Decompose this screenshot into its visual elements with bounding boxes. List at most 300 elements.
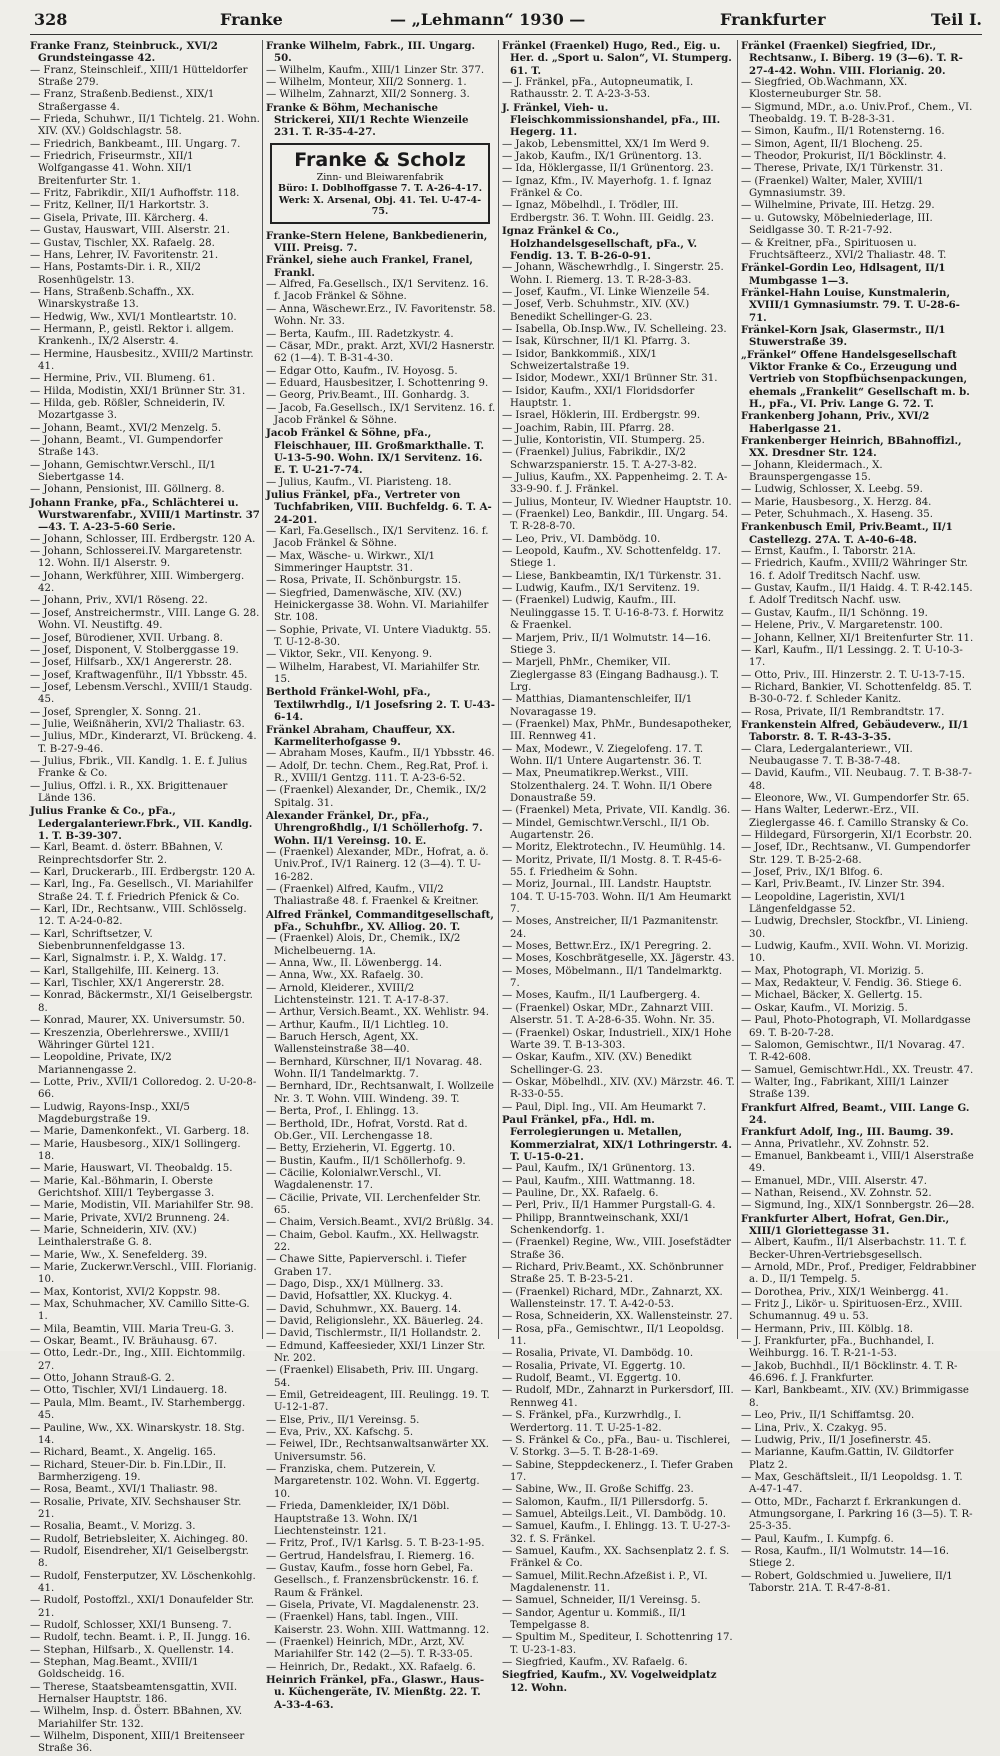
directory-entry: — Oskar, Möbelhdl., XIV. (XV.) Märzstr. 46. T. R-33-0-55. xyxy=(502,1076,735,1101)
directory-entry: — Anna, Ww., II. Löwenbergg. 14. xyxy=(266,958,443,970)
directory-entry: — Helene, Priv., V. Margaretenstr. 100. xyxy=(741,620,943,632)
directory-entry: — Gustav, Hauswart, VIII. Alserstr. 21. xyxy=(30,225,230,237)
directory-entry: — Ludwig, Drechsler, Stockfbr., VI. Linieng. 30. xyxy=(741,916,969,940)
directory-entry: — Heinrich, Dr., Redakt., XX. Rafaelg. 6. xyxy=(266,1661,476,1673)
directory-entry: — Moritz, Elektrotechn., IV. Heumühlg. 14. xyxy=(502,842,726,854)
directory-entry: — Wilhelm, Kaufm., XIII/1 Linzer Str. 377. xyxy=(266,64,485,76)
directory-entry: — Isak, Kürschner, II/1 Kl. Pfarrg. 3. xyxy=(502,336,691,348)
directory-entry: — Marie, Modistin, VII. Mariahilfer Str. 98. xyxy=(30,1200,254,1212)
directory-entry: — Moses, Bettwr.Erz., IX/1 Peregring. 2. xyxy=(502,941,712,953)
directory-entry: — Eleonore, Ww., VI. Gumpendorfer Str. 65. xyxy=(741,792,970,804)
directory-entry: — Paul, Kaufm., IX/1 Grünentorg. 13. xyxy=(502,1163,696,1175)
directory-entry: Frankenstein Alfred, Gebäudeverw., II/1 Taborstr. 8. T. R-43-3-35. xyxy=(741,718,969,744)
directory-entry: — Viktor, Sekr., VII. Kenyong. 9. xyxy=(266,649,433,661)
directory-entry: — Berta, Prof., I. Ehlingg. 13. xyxy=(266,1106,419,1118)
directory-entry: — Friedrich, Kaufm., XVIII/2 Währinger Str. 16. f. Adolf Treditsch Nachf. usw. xyxy=(741,558,968,582)
directory-entry: Frankfurt Adolf, Ing., III. Baumg. 39. xyxy=(741,1126,954,1139)
header-rule xyxy=(30,34,982,35)
directory-entry: — Julius, Monteur, IV. Wiedner Hauptstr. 10. xyxy=(502,496,732,508)
directory-entry: — (Fraenkel) Oskar, Industriell., XIX/1 Hohe Warte 39. T. B-13-303. xyxy=(502,1027,732,1051)
directory-entry: — Max, Kontorist, XVI/2 Koppstr. 98. xyxy=(30,1286,221,1298)
directory-entry: — Gustav, Kaufm., II/1 Schönng. 19. xyxy=(741,607,928,619)
header-title: — „Lehmann“ 1930 — xyxy=(390,10,586,29)
directory-entry: — Adolf, Dr. techn. Chem., Reg.Rat, Prof. i. R., XVIII/1 Gentzg. 111. T. A-23-6-52. xyxy=(266,760,489,784)
directory-entry: — Joachim, Rabin, III. Pfarrg. 28. xyxy=(502,422,675,434)
directory-entry: — Bernhard, Kürschner, II/1 Novarag. 48. Wohn. II/1 Tandelmarktg. 7. xyxy=(266,1056,483,1081)
directory-entry: — Gisela, Private, III. Kärcherg. 4. xyxy=(30,212,209,224)
directory-entry: — Rosa, Private, II/1 Rembrandtstr. 17. xyxy=(741,706,945,718)
directory-entry: — Wilhelm, Disponent, XIII/1 Breitenseer Straße 36. xyxy=(30,1731,245,1755)
directory-entry: — Emanuel, Bankbeamt i., VIII/1 Alserstraße 49. xyxy=(741,1150,974,1175)
directory-entry: — (Fraenkel) Ludwig, Kaufm., III. Neulinggasse 15. T. U-16-8-73. f. Horwitz & Fraenkel. xyxy=(502,595,724,632)
directory-entry: — Johann, Schlosserei.IV. Margaretenstr. 12. Wohn. II/1 Alserstr. 9. xyxy=(30,546,243,570)
directory-entry: — Johann, Werkführer, XIII. Wimbergerg. 42. xyxy=(30,570,245,595)
column-divider xyxy=(737,40,738,1339)
directory-entry: — Ludwig, Kaufm., XVII. Wohn. VI. Morizig. 10. xyxy=(741,941,969,965)
directory-entry: — Julius, Offzl. i. R., XX. Brigittenauer Lände 136. xyxy=(30,780,228,804)
directory-entry: — (Fraenkel) Hans, tabl. Ingen., VIII. Kaiserstr. 23. Wohn. XIII. Wattmanng. 12. xyxy=(266,1612,490,1636)
directory-entry: Frankenberger Heinrich, BBahnoffizl., XX. Dresdner Str. 124. xyxy=(741,435,962,460)
directory-entry: — Liese, Bankbeamtin, IX/1 Türkenstr. 31. xyxy=(502,570,722,582)
directory-entry: — (Fraenkel) Alfred, Kaufm., VII/2 Thaliastraße 48. f. Fraenkel & Kreitner. xyxy=(266,883,479,908)
directory-entry: — Max, Schuhmacher, XV. Camillo Sitte-G. 1. xyxy=(30,1299,250,1323)
directory-entry: — Richard, Beamt., X. Angelig. 165. xyxy=(30,1447,217,1459)
directory-entry: — Franz, Steinschleif., XIII/1 Hütteldorfer Straße 279. xyxy=(30,64,248,89)
directory-entry: — Bustin, Kaufm., II/1 Schöllerhofg. 9. xyxy=(266,1155,466,1167)
directory-entry: — Sandor, Agentur u. Kommiß., II/1 Tempelgasse 8. xyxy=(502,1607,687,1631)
directory-entry: — Johann, Beamt., VI. Gumpendorfer Straße 143. xyxy=(30,435,223,459)
directory-entry: — Georg, Priv.Beamt., III. Gonhardg. 3. xyxy=(266,390,470,402)
directory-entry: — Fritz, Kellner, II/1 Harkortstr. 3. xyxy=(30,200,209,212)
directory-entry: — Leopoldine, Lageristin, XVI/1 Längenfeldgasse 52. xyxy=(741,891,906,916)
directory-entry: — Josef, Lebensm.Verschl., XVIII/1 Staudg. 45. xyxy=(30,681,253,706)
directory-entry: — Paul, Dipl. Ing., VII. Am Heumarkt 7. xyxy=(502,1101,707,1113)
directory-entry: — Hildegard, Fürsorgerin, XI/1 Ecorbstr. 20. xyxy=(741,830,973,841)
directory-entry: — Josef, Disponent, V. Stolberggasse 19. xyxy=(30,644,239,656)
directory-entry: — Julie, Kontoristin, VII. Stumperg. 25. xyxy=(502,435,705,446)
directory-entry: — Wilhelmine, Private, III. Hetzg. 29. xyxy=(741,200,935,212)
directory-entry: — Arthur, Kaufm., II/1 Lichtleg. 10. xyxy=(266,1019,449,1031)
directory-entry: — Moses, Anstreicher, II/1 Pazmanitenstr. 24. xyxy=(502,916,719,940)
directory-entry: — Anna, Wäschewr.Erz., IV. Favoritenstr. 58. Wohn. Nr. 33. xyxy=(266,303,496,328)
directory-entry: — Baruch Hersch, Agent, XX. Wallensteinstraße 38—40. xyxy=(266,1032,419,1056)
directory-entry: Alexander Fränkel, Dr., pFa., Uhrengroßhdlg., I/1 Schöllerhofg. 7. Wohn. II/1 Vereinsg. 10. E. xyxy=(266,809,483,847)
directory-entry: — David, Tischlermstr., II/1 Hollandstr. 2. xyxy=(266,1328,481,1340)
column-divider xyxy=(262,40,263,1339)
directory-entry: — Rudolf, Betriebsleiter, X. Aichingeg. 80. xyxy=(30,1533,249,1545)
directory-entry: — Bernhard, IDr., Rechtsanwalt, I. Wollzeile Nr. 3. T. Wohn. VIII. Windeng. 39. T. xyxy=(266,1081,494,1105)
directory-entry: — Siegfried, Damenwäsche, XIV. (XV.) Heinickergasse 38. Wohn. VI. Mariahilfer Str. 108. xyxy=(266,587,489,624)
directory-entry: — Friedrich, Bankbeamt., III. Ungarg. 7. xyxy=(30,138,241,150)
directory-entry: — Moritz, Private, II/1 Mostg. 8. T. R-45-6-55. f. Friedheim & Sohn. xyxy=(502,854,722,879)
directory-entry: — Lina, Priv., X. Czakyg. 95. xyxy=(741,1422,887,1434)
directory-entry: — Rudolf, Fensterputzer, XV. Löschenkohlg. 41. xyxy=(30,1570,256,1594)
directory-entry: Franke & Böhm, Mechanische Strickerei, XII/1 Rechte Wienzeile 231. T. R-35-4-27. xyxy=(266,101,469,139)
directory-entry: — Theodor, Prokurist, II/1 Böcklinstr. 4. xyxy=(741,151,947,163)
directory-entry: — Gertrud, Handelsfrau, I. Riemerg. 16. xyxy=(266,1550,475,1562)
directory-entry: — Salomon, Kaufm., II/1 Pillersdorfg. 5. xyxy=(502,1496,709,1508)
directory-entry: — Karl, Beamt. d. österr. BBahnen, V. Reinprechtsdorfer Str. 2. xyxy=(30,842,224,866)
directory-entry: — Salomon, Gemischtwr., II/1 Novarag. 47. T. R-42-608. xyxy=(741,1039,965,1064)
directory-entry: — J. Frankfurter, pFa., Buchhandel, I. Weihburgg. 16. T. R-21-1-53. xyxy=(741,1336,935,1360)
directory-entry: — Dago, Disp., XX/1 Müllnerg. 33. xyxy=(266,1278,444,1290)
directory-entry: — Therese, Private, IX/1 Türkenstr. 31. xyxy=(741,163,944,175)
directory-entry: — Marie, Schneiderin, XIV. (XV.) Leinthalerstraße G. 8. xyxy=(30,1225,197,1249)
directory-entry: — Karl, Bankbeamt., XIV. (XV.) Brimmigasse 8. xyxy=(741,1385,969,1409)
directory-entry: Franke-Stern Helene, Bankbedienerin, VIII. Preisg. 7. xyxy=(266,229,488,255)
directory-entry: — u. Gutowsky, Möbelniederlage, III. Seidlgasse 30. T. R-21-7-92. xyxy=(741,212,933,237)
directory-entry: — Betty, Erzieherin, VI. Eggertg. 10. xyxy=(266,1143,456,1155)
directory-entry: — David, Religionslehr., XX. Bäuerleg. 24. xyxy=(266,1316,484,1327)
directory-entry: Siegfried, Kaufm., XV. Vogelweidplatz 12. Wohn. xyxy=(502,1669,717,1694)
directory-entry: — Marie, Zuckerwr.Verschl., VIII. Florianig. 10. xyxy=(30,1262,257,1286)
directory-entry: — Ludwig, Rayons-Insp., XXI/5 Magdeburgstraße 19. xyxy=(30,1101,190,1125)
directory-entry: J. Fränkel, Vieh- u. Fleischkommissionshandel, pFa., III. Hegerg. 11. xyxy=(502,101,721,139)
directory-entry: — Paul, Kaufm., I. Kumpfg. 6. xyxy=(741,1533,894,1545)
directory-entry: — Sophie, Private, VI. Untere Viaduktg. 55. T. U-12-8-30. xyxy=(266,624,492,649)
directory-entry: — Marjell, PhMr., Chemiker, VII. Zieglergasse 83 (Eingang Badhausg.). T. Lrg. xyxy=(502,657,719,693)
directory-entry: Fränkel (Fraenkel) Hugo, Red., Eig. u. Her. d. „Sport u. Salon“, VI. Stumperg. 61. T. xyxy=(502,40,732,77)
directory-entry: — Richard, Priv.Beamt., XX. Schönbrunner Straße 25. T. B-23-5-21. xyxy=(502,1262,724,1286)
directory-entry: — Cäsar, MDr., prakt. Arzt, XVI/2 Hasnerstr. 62 (1—4). T. B-31-4-30. xyxy=(266,340,496,365)
directory-entry: — (Fraenkel) Oskar, MDr., Zahnarzt VIII. Alserstr. 51. T. A-28-6-35. Wohn. Nr. 35. xyxy=(502,1002,715,1027)
directory-entry: — Karl, IDr., Rechtsanw., VIII. Schlösselg. 12. T. A-24-0-82. xyxy=(30,904,247,928)
directory-entry: — Marie, Ww., X. Senefelderg. 39. xyxy=(30,1249,208,1261)
directory-entry: — Rosa, Schneiderin, XX. Wallensteinstr. 27. xyxy=(502,1311,733,1323)
directory-entry: — Leopold, Kaufm., XV. Schottenfeldg. 17. Stiege 1. xyxy=(502,546,721,570)
directory-entry: — Moses, Möbelmann., II/1 Tandelmarktg. 7. xyxy=(502,965,723,990)
directory-entry: — Johann, Wäschewrhdlg., I. Singerstr. 25. Wohn. I. Riemerg. 13. T. R-28-3-83. xyxy=(502,262,724,286)
directory-entry: — Moses, Koschbrätgeselle, XX. Jägerstr. 43. xyxy=(502,953,735,965)
directory-entry: — Rosalia, Private, VI. Dambödg. 10. xyxy=(502,1348,694,1360)
directory-entry: — Hermine, Hausbesitz., XVIII/2 Martinstr. 41. xyxy=(30,348,254,372)
directory-entry: — Johann, Beamt., XVI/2 Menzelg. 5. xyxy=(30,422,222,434)
directory-entry: — Stephan, Hilfsarb., X. Quellenstr. 14. xyxy=(30,1644,234,1656)
directory-entry: — Spultim M., Spediteur, I. Schottenring 17. T. U-23-1-83. xyxy=(502,1632,733,1656)
directory-entry: — Siegfried, Kaufm., XV. Rafaelg. 6. xyxy=(502,1657,688,1669)
directory-entry: — Ernst, Kaufm., I. Taborstr. 21A. xyxy=(741,546,916,558)
directory-entry: — Berta, Kaufm., III. Radetzkystr. 4. xyxy=(266,328,454,340)
directory-entry: — Marjem, Priv., II/1 Wolmutstr. 14—16. Stiege 3. xyxy=(502,632,711,656)
directory-entry: — Paula, Mlm. Beamt., IV. Starhembergg. 45. xyxy=(30,1397,246,1422)
directory-entry: — Jakob, Buchhdl., II/1 Böcklinstr. 4. T. R-46.696. f. J. Frankfurter. xyxy=(741,1360,958,1385)
directory-entry: — Feiwel, IDr., Rechtsanwaltsanwärter XX. Universumstr. 56. xyxy=(266,1439,489,1463)
directory-entry: — Leopoldine, Private, IX/2 Mariannengasse 2. xyxy=(30,1052,172,1076)
directory-entry: Fränkel (Fraenkel) Siegfried, IDr., Rechtsanw., I. Biberg. 19 (3—6). T. R-27-4-42. Wohn. VIII. Florianig. 20. xyxy=(741,40,963,77)
directory-entry: — Karl, Druckerarb., III. Erdbergstr. 120 A. xyxy=(30,867,256,879)
directory-entry: — Josef, Kaufm., VI. Linke Wienzeile 54. xyxy=(502,286,710,298)
directory-entry: — Chawe Sitte, Papierverschl. i. Tiefer Graben 17. xyxy=(266,1254,467,1278)
directory-entry: — Karl, Stallgehilfe, III. Keinerg. 13. xyxy=(30,965,220,977)
directory-entry: — J. Fränkel, pFa., Autopneumatik, I. Rathausstr. 2. T. A-23-3-53. xyxy=(502,77,694,101)
directory-entry: — Moses, Kaufm., II/1 Laufbergerg. 4. xyxy=(502,990,701,1002)
directory-entry: — Eduard, Hausbesitzer, I. Schottenring 9. xyxy=(266,377,489,389)
directory-entry: — (Fraenkel) Alois, Dr., Chemik., IX/2 Michelbeuerng. 1A. xyxy=(266,933,461,957)
directory-entry: — Moriz, Journal., III. Landstr. Hauptstr. 104. T. U-15-703. Wohn. II/1 Am Heumarkt 7. xyxy=(502,879,732,916)
directory-entry: — Frieda, Schuhwr., II/1 Tichtelg. 21. Wohn. XIV. (XV.) Goldschlagstr. 58. xyxy=(30,114,260,138)
directory-entry: Alfred Fränkel, Commanditgesellschaft, pFa., Schuhfbr., XV. Alliog. 20. T. xyxy=(266,908,494,933)
column-1 xyxy=(30,40,260,1755)
directory-entry: Ignaz Fränkel & Co., Holzhandelsgesellschaft, pFa., V. Fendig. 13. T. B-26-0-91. xyxy=(502,225,698,262)
directory-entry: — (Fraenkel) Max, PhMr., Bundesapotheker, III. Rennweg 41. xyxy=(502,718,732,743)
directory-entry: — Anna, Ww., XX. Rafaelg. 30. xyxy=(266,970,424,982)
directory-entry: — Anna, Privatlehr., XV. Zohnstr. 52. xyxy=(741,1138,930,1150)
directory-entry: — Cäcilie, Kolonialwr.Verschl., VI. Wagdalenenstr. 17. xyxy=(266,1167,442,1192)
directory-entry: Fränkel-Hahn Louise, Kunstmalerin, XVIII/1 Gymnasiumstr. 79. T. U-28-6-71. xyxy=(741,286,960,324)
directory-entry: Julius Franke & Co., pFa., Ledergalanteriewr.Fbrk., VII. Kandlg. 1. T. B-39-307. xyxy=(30,805,253,842)
page-header xyxy=(30,10,982,36)
directory-entry: — Johann, Kleidermach., X. Braunspergengasse 15. xyxy=(741,459,883,484)
directory-entry: — Wilhelm, Monteur, XII/2 Sonnerg. 1. xyxy=(266,77,467,89)
directory-entry: — Rosalia, Beamt., V. Morizg. 3. xyxy=(30,1521,196,1533)
header-part: Teil I. xyxy=(930,10,982,29)
directory-entry: — Albert, Kaufm., II/1 Alserbachstr. 11. T. f. Becker-Uhren-Vertriebsgesellsch. xyxy=(741,1237,967,1261)
directory-entry: Frankfurter Albert, Hofrat, Gen.Dir., XIII/1 Gloriettegasse 31. xyxy=(741,1212,950,1237)
directory-entry: — Fritz J., Likör- u. Spirituosen-Erz., XVIII. Schumannug. 49 u. 53. xyxy=(741,1299,963,1323)
directory-entry: — Rudolf, techn. Beamt. i. P., II. Jungg. 16. xyxy=(30,1632,251,1644)
directory-entry: — Alfred, Fa.Gesellsch., IX/1 Servitenz. 16. f. Jacob Fränkel & Söhne. xyxy=(266,279,489,303)
header-right-word: Frankfurter xyxy=(720,10,826,29)
directory-entry: — (Fraenkel) Julius, Fabrikdir., IX/2 Schwarzspanierstr. 15. T. A-27-3-82. xyxy=(502,447,697,471)
column-4 xyxy=(741,40,976,1594)
column-2-entries xyxy=(266,230,496,1711)
column-divider xyxy=(498,40,499,1339)
directory-entry: — Robert, Goldschmied u. Juweliere, II/1 Taborstr. 21A. T. R-47-8-81. xyxy=(741,1570,953,1594)
directory-entry: — Richard, Bankier, VI. Schottenfeldg. 85. T. B-30-0-72. f. Schleder Kanitz. xyxy=(741,681,972,706)
directory-entry: Fränkel-Gordin Leo, Hdlsagent, II/1 Mumbgasse 1—3. xyxy=(741,262,946,287)
directory-entry: — Julius, Fbrik., VII. Kandlg. 1. E. f. Julius Franke & Co. xyxy=(30,755,248,780)
directory-entry: — Simon, Agent, II/1 Blocheng. 25. xyxy=(741,138,923,150)
directory-entry: — Rosalie, Private, XIV. Sechshauser Str. 21. xyxy=(30,1496,242,1520)
directory-entry: — Samuel, Schneider, II/1 Vereinsg. 5. xyxy=(502,1595,701,1607)
directory-entry: — Emanuel, MDr., VIII. Alserstr. 47. xyxy=(741,1175,927,1187)
directory-entry: — Fritz, Prof., IV/1 Karlsg. 5. T. B-23-1-95. xyxy=(266,1538,485,1550)
directory-entry: — Josef, Anstreichermstr., VIII. Lange G. 28. Wohn. VI. Neustiftg. 49. xyxy=(30,607,260,632)
directory-entry: — Max, Modewr., V. Ziegelofeng. 17. T. Wohn. II/1 Untere Augartenstr. 36. T. xyxy=(502,743,704,767)
directory-entry: „Fränkel“ Offene Handelsgesellschaft Viktor Franke & Co., Erzeugung und Vertrieb von Stopfbüchsenpackungen, ehemals „Frankelit“ Gesellschaft m. b. H., pFa., VI. Priv. Lange G. 72. T. xyxy=(741,348,970,410)
directory-entry: — Mila, Beamtin, VIII. Maria Treu-G. 3. xyxy=(30,1323,235,1335)
directory-entry: — Sabine, Ww., II. Große Schiffg. 23. xyxy=(502,1484,694,1496)
directory-entry: — (Fraenkel) Walter, Maler, XVIII/1 Gymnasiumstr. 39. xyxy=(741,175,924,200)
directory-entry: — (Fraenkel) Leo, Bankdir., III. Ungarg. 54. T. R-28-8-70. xyxy=(502,509,728,533)
directory-entry: — Pauline, Ww., XX. Winarskystr. 18. Stg. 14. xyxy=(30,1422,245,1446)
directory-entry: Frankfurt Alfred, Beamt., VIII. Lange G. 24. xyxy=(741,1101,970,1126)
directory-entry: Jacob Fränkel & Söhne, pFa., Fleischhauer, III. Großmarkthalle. T. U-13-5-90. Wohn. IX/1 Servitenz. 16. E. T. U-21-7-74. xyxy=(266,427,485,477)
directory-entry: — & Kreitner, pFa., Spirituosen u. Fruchtsäfteerz., XVI/2 Thaliastr. 48. T. xyxy=(741,237,947,261)
directory-entry: — Hilda, geb. Rößler, Schneiderin, IV. Mozartgasse 3. xyxy=(30,397,226,422)
directory-entry: — Karl, Tischler, XX/1 Angererstr. 28. xyxy=(30,978,225,990)
directory-entry: — Isidor, Kaufm., XXI/1 Floridsdorfer Hauptstr. 1. xyxy=(502,385,695,409)
directory-entry: — Kreszenzia, Oberlehrerswe., XVIII/1 Währinger Gürtel 121. xyxy=(30,1027,230,1051)
directory-entry: — Johann, Pensionist, III. Göllnerg. 8. xyxy=(30,484,225,496)
directory-entry: — Wilhelm, Insp. d. Österr. BBahnen, XV. Mariahilfer Str. 132. xyxy=(30,1706,243,1730)
directory-entry: — (Fraenkel) Heinrich, MDr., Arzt, XV. Mariahilfer Str. 142 (2—5). T. R-33-05. xyxy=(266,1636,473,1661)
directory-entry: — Josef, Hilfsarb., XX/1 Angererstr. 28. xyxy=(30,657,233,669)
directory-entry: Berthold Fränkel-Wohl, pFa., Textilwrhdlg., I/1 Josefsring 2. T. U-43-6-14. xyxy=(266,686,495,724)
directory-entry: — Matthias, Diamantenschleifer, II/1 Novaragasse 19. xyxy=(502,694,693,718)
directory-entry: — Chaim, Gebol. Kaufm., XX. Hellwagstr. 22. xyxy=(266,1229,480,1253)
directory-entry: — Paul, Kaufm., XIII. Wattmanng. 18. xyxy=(502,1175,696,1187)
directory-entry: — Marie, Hausbesorg., X. Herzg. 84. xyxy=(741,496,932,508)
directory-entry: — Ignaz, Kfm., IV. Mayerhofg. 1. f. Ignaz Fränkel & Co. xyxy=(502,175,712,200)
directory-entry: — S. Fränkel & Co., pFa., Bau- u. Tischlerei, V. Storkg. 3—5. T. B-28-1-69. xyxy=(502,1434,731,1459)
directory-entry: — Johann, Priv., XVI/1 Röseng. 22. xyxy=(30,595,208,607)
directory-entry: — Max, Geschäftsleit., II/1 Leopoldsg. 1. T. A-47-1-47. xyxy=(741,1471,963,1496)
directory-entry: — Eva, Priv., XX. Kafschg. 5. xyxy=(266,1427,414,1439)
directory-entry: — Isidor, Bankkommiß., XIX/1 Schweizertalstraße 19. xyxy=(502,348,657,372)
directory-entry: — Mindel, Gemischtwr.Verschl., II/1 Ob. Augartenstr. 26. xyxy=(502,817,710,841)
directory-entry: — Friedrich, Friseurmstr., XII/1 Wolfgangasse 41. Wohn. XII/1 Breitenfurter Str. 1. xyxy=(30,151,194,187)
directory-entry: Fränkel, siehe auch Frankel, Franel, Frankl. xyxy=(266,254,473,279)
column-2 xyxy=(266,40,496,1711)
directory-entry: — Karl, Schriftsetzer, V. Siebenbrunnenfeldgasse 13. xyxy=(30,928,186,953)
directory-entry: — Jakob, Kaufm., IX/1 Grünentorg. 13. xyxy=(502,151,702,163)
directory-entry: — Samuel, Abteilgs.Leit., VI. Dambödg. 10. xyxy=(502,1508,726,1520)
directory-entry: — Gustav, Kaufm., II/1 Haidg. 4. T. R-42.145. f. Adolf Treditsch Nachf. usw. xyxy=(741,583,973,607)
directory-entry: — Walter, Ing., Fabrikant, XIII/1 Lainzer Straße 139. xyxy=(741,1076,949,1101)
directory-entry: — Hans, Lehrer, IV. Favoritenstr. 21. xyxy=(30,249,219,261)
directory-entry: — Samuel, Kaufm., XX. Sachsenplatz 2. f. S. Fränkel & Co. xyxy=(502,1545,730,1570)
directory-entry: Johann Franke, pFa., Schlächterei u. Wurstwarenfabr., XVIII/1 Martinstr. 37—43. T. A-23-5-60 Serie. xyxy=(30,496,260,534)
directory-entry: — Ludwig, Schlosser, X. Leebg. 59. xyxy=(741,484,923,496)
directory-entry: — Oskar, Kaufm., VI. Morizig. 5. xyxy=(741,1002,908,1014)
page-number: 328 xyxy=(34,10,68,29)
advertisement-box xyxy=(270,143,490,224)
directory-entry: — Johann, Kellner, XI/1 Breitenfurter Str. 11. xyxy=(741,632,974,644)
directory-entry: — Karl, Ing., Fa. Gesellsch., VI. Mariahilfer Straße 24. T. f. Friedrich Pfenick & Co. xyxy=(30,879,253,903)
directory-entry: — Rosa, Beamt., XVI/1 Thaliastr. 98. xyxy=(30,1484,218,1496)
advertisement-line: Büro: I. Doblhoffgasse 7. T. A-26-4-17. xyxy=(277,183,483,195)
column-3 xyxy=(502,40,735,1694)
directory-entry: — Julius, Kaufm., VI. Piaristeng. 18. xyxy=(266,476,452,488)
directory-entry: — Philipp, Branntweinschank, XXI/1 Schenkendorfg. 1. xyxy=(502,1212,690,1236)
directory-entry: — Josef, Bürodiener, XVII. Urbang. 8. xyxy=(30,632,223,644)
directory-entry: — Stephan, Mag.Beamt., XVIII/1 Goldscheidg. 16. xyxy=(30,1657,199,1681)
directory-entry: — Julius, Kaufm., XX. Pappenheimg. 2. T. A-33-9-90. f. J. Fränkel. xyxy=(502,472,728,496)
directory-entry: — Michael, Bäcker, X. Gellertg. 15. xyxy=(741,990,923,1002)
directory-entry: — Otto, Tischler, XVI/1 Lindauerg. 18. xyxy=(30,1385,228,1397)
directory-entry: — Rosa, Private, II. Schönburgstr. 15. xyxy=(266,575,462,587)
directory-entry: — Karl, Priv.Beamt., IV. Linzer Str. 394. xyxy=(741,879,945,891)
directory-entry: — Arthur, Versich.Beamt., XX. Wehlistr. 94. xyxy=(266,1007,489,1019)
directory-entry: — Rudolf, Beamt., VI. Eggertg. 10. xyxy=(502,1373,682,1385)
directory-entry: — David, Hofsattler, XX. Kluckyg. 4. xyxy=(266,1291,453,1303)
directory-entry: — Otto, Ledr.-Dr., Ing., XIII. Eichtommilg. 27. xyxy=(30,1348,246,1372)
directory-entry: — Jakob, Lebensmittel, XX/1 Im Werd 9. xyxy=(502,138,710,150)
directory-entry: Fränkel Abraham, Chauffeur, XX. Karmeliterhofgasse 9. xyxy=(266,723,456,748)
directory-entry: — Therese, Staatsbeamtensgattin, XVII. Hernalser Hauptstr. 186. xyxy=(30,1681,238,1706)
directory-entry: — Ludwig, Kaufm., IX/1 Servitenz. 19. xyxy=(502,583,700,595)
column-2-top-entries xyxy=(266,40,496,139)
directory-entry: — Max, Redakteur, V. Fendig. 36. Stiege 6. xyxy=(741,978,962,990)
directory-entry: — Ida, Höklergasse, II/1 Grünentorg. 23. xyxy=(502,163,714,175)
directory-entry: — Nathan, Reisend., XV. Zohnstr. 52. xyxy=(741,1187,932,1199)
directory-entry: — Josef, Verb. Schuhmstr., XIV. (XV.) Benedikt Schellinger-G. 23. xyxy=(502,299,690,323)
directory-entry: — Rosalia, Private, VI. Eggertg. 10. xyxy=(502,1360,686,1372)
directory-entry: — Edgar Otto, Kaufm., IV. Hoyosg. 5. xyxy=(266,365,458,377)
directory-entry: — Karl, Signalmstr. i. P., X. Waldg. 17. xyxy=(30,953,227,965)
directory-entry: — Fritz, Fabrikdir., XII/1 Aufhoffstr. 118. xyxy=(30,188,240,200)
directory-entry: Fränkel-Korn Jsak, Glasermstr., II/1 Stuwerstraße 39. xyxy=(741,323,946,349)
directory-entry: — Josef, Priv., IX/1 Blfog. 6. xyxy=(741,867,883,879)
directory-entry: Julius Fränkel, pFa., Vertreter von Tuchfabriken, VIII. Buchfeldg. 6. T. A-24-201. xyxy=(266,488,492,526)
directory-entry: — Samuel, Kaufm., I. Ehlingg. 13. T. U-27-3-32. f. S. Fränkel. xyxy=(502,1521,731,1545)
directory-entry: — Otto, MDr., Facharzt f. Erkrankungen d. Atmungsorgane, I. Parkring 16 (3—5). T. R-25-3-35. xyxy=(741,1496,973,1533)
directory-entry: — Rudolf, Postoffzl., XXI/1 Donaufelder Str. 21. xyxy=(30,1595,255,1619)
directory-entry: — Richard, Steuer-Dir. b. Fin.LDir., II. Barmherzigeng. 19. xyxy=(30,1459,227,1483)
directory-entry: — (Fraenkel) Elisabeth, Priv. III. Ungarg. 54. xyxy=(266,1365,479,1389)
directory-entry: Franke Wilhelm, Fabrk., III. Ungarg. 50. xyxy=(266,40,476,65)
directory-entry: — (Fraenkel) Alexander, MDr., Hofrat, a. ö. Univ.Prof., IV/1 Rainerg. 12 (3—4). T. U-16-282. xyxy=(266,846,489,883)
directory-entry: — Paul, Photo-Photograph, VI. Mollardgasse 69. T. B-20-7-28. xyxy=(741,1015,971,1039)
directory-entry: — Leo, Priv., II/1 Schiffamtsg. 20. xyxy=(741,1410,915,1422)
directory-entry: — Hedwig, Ww., XVI/1 Montleartstr. 10. xyxy=(30,311,237,323)
directory-entry: — Gustav, Tischler, XX. Rafaelg. 28. xyxy=(30,237,215,249)
directory-entry: — Max, Pneumatikrep.Werkst., VIII. Stolzenthalerg. 24. T. Wohn. II/1 Obere Donaustraße 59. xyxy=(502,768,713,804)
directory-entry: — Isidor, Modewr., XXI/1 Brünner Str. 31. xyxy=(502,373,718,385)
directory-entry: — David, Schuhmwr., XX. Bauerg. 14. xyxy=(266,1303,462,1315)
directory-entry: — (Fraenkel) Meta, Private, VII. Kandlg. 36. xyxy=(502,805,731,817)
directory-entry: — Emil, Getreideagent, III. Reulingg. 19. T. U-12-1-87. xyxy=(266,1390,490,1414)
directory-entry: — Oskar, Beamt., IV. Bräuhausg. 67. xyxy=(30,1336,218,1348)
directory-entry: — Berthold, IDr., Hofrat, Vorstd. Rat d. Ob.Ger., VII. Lerchengasse 18. xyxy=(266,1118,468,1142)
directory-entry: — Hans Walter, Lederwr.-Erz., VII. Zieglergasse 46. f. Camillo Stransky & Co. xyxy=(741,805,969,829)
advertisement-line: Zinn- und Bleiwarenfabrik xyxy=(316,171,444,183)
directory-entry: — Sigmund, MDr., a.o. Univ.Prof., Chem., VI. Theobaldg. 19. T. B-28-3-31. xyxy=(741,101,973,126)
directory-entry: — Samuel, Milit.Rechn.Afzeßist i. P., VI. Magdalenenstr. 11. xyxy=(502,1570,708,1594)
directory-entry: — Konrad, Maurer, XX. Universumstr. 50. xyxy=(30,1015,245,1027)
directory-entry: — Josef, Sprengler, X. Sonng. 21. xyxy=(30,706,201,718)
directory-entry: — Hermann, P., geistl. Rektor i. allgem. Krankenh., IX/2 Alserstr. 4. xyxy=(30,323,234,348)
directory-entry: — Rosa, pFa., Gemischtwr., II/1 Leopoldsg. 11. xyxy=(502,1323,725,1348)
directory-entry: Frankenbusch Emil, Priv.Beamt., II/1 Castellezg. 27A. T. A-40-6-48. xyxy=(741,521,953,546)
directory-entry: — Pauline, Dr., XX. Rafaelg. 6. xyxy=(502,1187,659,1199)
directory-entry: — Marie, Private, XVI/2 Brunneng. 24. xyxy=(30,1212,230,1224)
directory-entry: — Abraham Moses, Kaufm., II/1 Ybbsstr. 46. xyxy=(266,748,495,760)
directory-entry: — Arnold, Kleiderer., XVIII/2 Lichtensteinstr. 121. T. A-17-8-37. xyxy=(266,982,449,1007)
directory-entry: — Marie, Damenkonfekt., VI. Garberg. 18. xyxy=(30,1126,250,1138)
directory-entry: — Ignaz, Möbelhdl., I. Trödler, III. Erdbergstr. 36. T. Wohn. III. Geidlg. 23. xyxy=(502,200,714,224)
directory-entry: — Peter, Schuhmach., X. Haseng. 35. xyxy=(741,509,933,521)
directory-entry: — Oskar, Kaufm., XIV. (XV.) Benedikt Schellinger-G. 23. xyxy=(502,1052,692,1076)
directory-entry: — Karl, Fa.Gesellsch., IX/1 Servitenz. 16. f. Jacob Fränkel & Söhne. xyxy=(266,526,489,550)
directory-entry: — Simon, Kaufm., II/1 Rotensterng. 16. xyxy=(741,126,945,138)
directory-entry: — S. Fränkel, pFa., Kurzwrhdlg., I. Werdertorg. 11. T. U-25-1-82. xyxy=(502,1410,682,1434)
directory-entry: — Rosa, Kaufm., II/1 Wolmutstr. 14—16. Stiege 2. xyxy=(741,1545,949,1570)
directory-entry: — Lotte, Priv., XVII/1 Colloredog. 2. U-20-8-66. xyxy=(30,1076,257,1101)
directory-entry: — David, Kaufm., VII. Neubaug. 7. T. B-38-7-48. xyxy=(741,768,972,792)
directory-entry: — Cäcilie, Private, VII. Lerchenfelder Str. 65. xyxy=(266,1192,481,1216)
directory-entry: — (Fraenkel) Richard, MDr., Zahnarzt, XX. Wallensteinstr. 17. T. A-42-0-53. xyxy=(502,1286,723,1311)
directory-entry: — Johann, Gemischtwr.Verschl., II/1 Siebertgasse 14. xyxy=(30,459,217,484)
directory-entry: — Ludwig, Priv., II/1 Josefinerstr. 45. xyxy=(741,1434,932,1446)
directory-entry: — Gisela, Private, VI. Magdalenenstr. 23. xyxy=(266,1599,479,1611)
directory-entry: — Clara, Ledergalanteriewr., VII. Neubaugasse 7. T. B-38-7-48. xyxy=(741,743,913,767)
directory-entry: — Leo, Priv., VI. Dambödg. 10. xyxy=(502,533,661,545)
header-left-word: Franke xyxy=(220,10,283,29)
directory-entry: — Arnold, MDr., Prof., Prediger, Feldrabbiner a. D., II/1 Tempelg. 5. xyxy=(741,1262,976,1286)
directory-entry: — Max, Wäsche- u. Wirkwr., XI/1 Simmeringer Hauptstr. 31. xyxy=(266,550,436,575)
directory-entry: — Josef, Kraftwagenführ., II/1 Ybbsstr. 45. xyxy=(30,669,248,681)
directory-entry: — Else, Priv., II/1 Vereinsg. 5. xyxy=(266,1414,420,1426)
directory-entry: — Samuel, Gemischtwr.Hdl., XX. Treustr. 47. xyxy=(741,1064,974,1076)
directory-entry: — Wilhelm, Harabest, VI. Mariahilfer Str. 15. xyxy=(266,661,481,686)
directory-entry: — Jacob, Fa.Gesellsch., IX/1 Servitenz. 16. f. Jacob Fränkel & Söhne. xyxy=(266,402,496,426)
directory-entry: — Marie, Hauswart, VI. Theobaldg. 15. xyxy=(30,1163,233,1175)
directory-entry: — Franziska, chem. Putzerein, V. Margaretenstr. 102. Wohn. VI. Eggertg. 10. xyxy=(266,1464,480,1500)
directory-entry: — Max, Photograph, VI. Morizig. 5. xyxy=(741,965,924,977)
directory-entry: — Johann, Schlosser, III. Erdbergstr. 120 A. xyxy=(30,533,256,545)
